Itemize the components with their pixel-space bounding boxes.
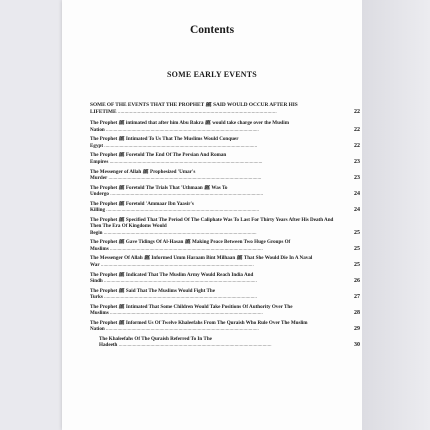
toc-entry[interactable] [90,102,360,115]
scan-margin [362,0,430,430]
toc-entry-page: 25 [354,261,360,268]
toc-entry[interactable] [90,320,360,333]
section-title: SOME EARLY EVENTS [167,70,257,79]
toc-entry[interactable] [90,120,360,133]
toc-entry[interactable] [90,136,360,149]
toc-entry-title: The Prophet ﷺ Foretold The End Of The Persian And Roman Empires ..... [90,152,334,165]
toc-entry-page: 22 [354,142,360,149]
toc-entry-page: 30 [354,342,360,349]
toc-entry-page: 25 [354,229,360,236]
toc-entry[interactable] [90,239,360,252]
toc-entry-title: The Prophet ﷺ Indicated That The Muslim Army Would Reach India And Sindh ..... [90,272,334,285]
toc-entry-title: The Prophet ﷺ Intimated That Some Children Would Take Positions Of Authority Over The Muslims ..... [90,304,334,317]
toc-entry-page: 22 [354,126,360,133]
toc-entry-title: The Prophet ﷺ Intimated To Us That The Muslims Would Conquer Egypt ..... [90,136,334,149]
toc-entry-title: SOME OF THE EVENTS THAT THE PROPHET ﷺ SAID WOULD OCCUR AFTER HIS LIFETIME ..... [90,102,334,115]
table-of-contents [90,102,360,352]
toc-entry[interactable] [90,169,360,182]
toc-entry-page: 23 [354,158,360,165]
toc-entry-page: 24 [354,207,360,214]
toc-entry[interactable] [90,152,360,165]
document-page [62,0,362,430]
toc-entry-title: The Prophet ﷺ Specified That The Period Of The Caliphate Was To Last For Thirty Years After His Death And Then The Era Of Kingdoms Would Begin ..... [90,217,334,236]
toc-entry[interactable] [90,201,360,214]
toc-entry[interactable] [90,217,360,236]
toc-entry[interactable] [90,336,360,349]
toc-entry-title: The Prophet ﷺ Foretold The Trials That 'Uthmaan ﷺ Was To Undergo ..... [90,185,334,198]
toc-entry-page: 22 [354,108,360,115]
toc-entry[interactable] [90,272,360,285]
toc-entry-page: 26 [354,277,360,284]
toc-entry-title: The Prophet ﷺ intimated that after him Abu Bakra ﷺ would take charge over the Muslim Nation ..... [90,120,334,133]
toc-entry-title: The Prophet ﷺ Informed Us Of Twelve Khaleefahs From The Quraish Who Rule Over The Muslim Nation ..... [90,320,334,333]
toc-entry-title: The Prophet ﷺ Foretold 'Ammaar Ibn Yaasir's Killing ..... [90,201,334,214]
toc-entry-title: The Messenger of Allah ﷺ Prophesized 'Umar's Murder ..... [90,169,334,182]
toc-entry-title: The Messenger Of Allah ﷺ Informed Umm Haraam Bint Milhaan ﷺ That She Would Die In A Naval War ..... [90,255,334,268]
toc-entry-page: 25 [354,245,360,252]
toc-entry[interactable] [90,255,360,268]
toc-entry-title: The Prophet ﷺ Gave Tidings Of Al-Hasan ﷺ Making Peace Between Two Huge Groups Of Muslims ..... [90,239,334,252]
toc-entry[interactable] [90,185,360,198]
toc-entry-title: The Prophet ﷺ Said That The Muslims Would Fight The Turks ..... [90,288,334,301]
toc-entry-page: 23 [354,174,360,181]
toc-entry[interactable] [90,304,360,317]
toc-entry-page: 27 [354,294,360,301]
toc-entry-page: 29 [354,326,360,333]
toc-entry[interactable] [90,288,360,301]
toc-entry-page: 24 [354,191,360,198]
toc-entry-title: The Khaleefahs Of The Quraish Referred To In The Hadeeth ..... [99,336,334,349]
toc-entry-page: 28 [354,310,360,317]
page-heading: Contents [189,24,235,36]
